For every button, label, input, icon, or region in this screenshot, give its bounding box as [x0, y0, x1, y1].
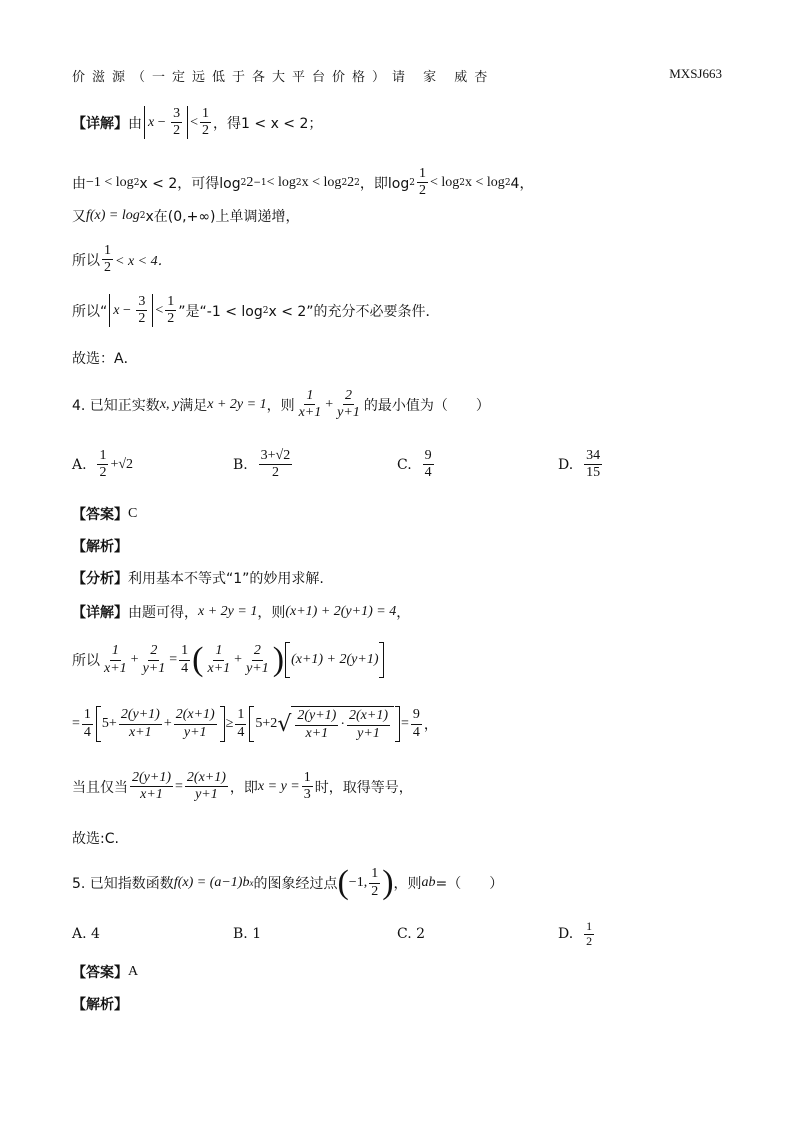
frac-num: 1 — [165, 294, 176, 311]
fraction — [411, 707, 422, 740]
frac-num: 2(x+1) — [347, 708, 390, 725]
option-text: C. 2 — [397, 926, 426, 942]
q4-answer — [72, 504, 732, 524]
frac-den: 2 — [99, 465, 107, 481]
text: x < 2”的充分不必要条件． — [268, 303, 440, 320]
frac-den: y+1 — [246, 660, 269, 676]
frac-num: 1 — [302, 770, 313, 787]
frac-num: 2(x+1) — [174, 707, 217, 724]
analysis-tag: 【解析】 — [72, 997, 128, 1013]
text: x < log — [465, 174, 505, 190]
q3-range-line — [72, 243, 732, 276]
fraction — [130, 770, 173, 803]
option-label: D. — [558, 926, 574, 943]
math: f(x) = log — [86, 208, 140, 223]
math: x, y — [159, 396, 180, 412]
frac-num: 1 — [102, 243, 113, 260]
math: 5+2 — [255, 716, 278, 731]
text: −1 < log — [86, 174, 134, 190]
text: 2 — [246, 174, 254, 190]
frac-den: 4 — [181, 660, 189, 676]
subscript: 2 — [504, 177, 511, 188]
text: ”是“-1 < log — [178, 303, 263, 320]
text: 所以“ — [72, 303, 108, 320]
q3-log-line — [72, 166, 732, 199]
frac-den: 4 — [424, 465, 432, 481]
math: 5+ — [101, 716, 117, 731]
frac-num: 1 — [369, 866, 380, 883]
frac-den: 2 — [167, 311, 175, 327]
text: 的图象经过点 — [253, 876, 338, 892]
q5-option-d[interactable] — [558, 920, 596, 949]
frac-den: 2 — [173, 123, 181, 139]
frac-den: 4 — [237, 724, 245, 740]
q4-choice — [72, 828, 732, 848]
fraction — [423, 448, 434, 481]
text: 4. 已知正实数 — [72, 397, 160, 414]
fraction — [302, 770, 313, 803]
fraction — [205, 643, 232, 676]
lt-sign: < — [190, 114, 199, 130]
text: 故选:C. — [72, 831, 119, 847]
frac-den: 2 — [202, 123, 210, 139]
frac-den: x+1 — [140, 787, 163, 803]
text: 满足 — [179, 397, 208, 414]
frac-den: 4 — [83, 724, 91, 740]
frac-num: 2(y+1) — [130, 770, 173, 787]
frac-num: 2(x+1) — [185, 770, 228, 787]
fraction — [174, 707, 217, 740]
fraction — [259, 448, 293, 481]
subscript: 2 — [133, 177, 140, 188]
equals: = — [401, 716, 409, 731]
text: x < 2，可得log — [139, 175, 241, 192]
text: ， — [423, 717, 438, 733]
lt-sign: < — [155, 302, 164, 318]
q5-stem: 5. 已知指数函数 f(x) = (a−1)b x 的图象经过点 ( −1, $\frac{1}{2}$ ) ，则 ab =（ ） — [72, 864, 504, 901]
option-text: B. 1 — [233, 926, 262, 942]
frac-num: 1 — [417, 166, 428, 183]
option-label: B. — [233, 456, 248, 473]
text: 故选：A． — [72, 351, 138, 367]
q4-step1: 所以 $\frac{1}{x+1}$ + $\frac{2}{y+1}$ = $\frac{1}{4}$ ( $\frac{1}{x+1}$ + $\frac{2}{y+1}$ ) (x+1) + 2(y+1) — [72, 642, 732, 678]
fraction — [347, 708, 390, 741]
q4-analysis-tag — [72, 536, 732, 556]
text: 利用基本不等式“1”的妙用求解. — [128, 571, 324, 587]
fraction — [141, 643, 168, 676]
subscript: 2 — [139, 211, 146, 221]
dot: · — [340, 717, 346, 732]
frac-den: x+1 — [298, 405, 322, 421]
text: 由 — [72, 175, 86, 192]
q3-monotonic-line — [72, 206, 732, 226]
fraction — [584, 920, 594, 949]
ge-sign: ≥ — [225, 716, 234, 731]
frac-den: 2 — [138, 311, 146, 327]
option-label: C. — [397, 456, 412, 473]
text: ， — [396, 605, 411, 621]
subscript: 2 — [295, 177, 302, 188]
equals: = — [169, 652, 178, 667]
frac-num: 1 — [97, 448, 108, 465]
frac-num: 2 — [148, 643, 159, 660]
q4-option-d[interactable] — [558, 448, 604, 481]
fraction — [417, 166, 428, 199]
fraction — [136, 294, 147, 327]
frac-den: 15 — [586, 465, 601, 481]
page-header — [72, 66, 722, 85]
frac-den: 3 — [303, 787, 311, 803]
frac-num: 1 — [179, 643, 190, 660]
frac-den: y+1 — [195, 787, 218, 803]
var-x: x — [148, 114, 155, 130]
fraction — [165, 294, 176, 327]
frac-den: 2 — [418, 183, 426, 199]
frac-den: 2 — [271, 465, 279, 481]
header-watermark-text: 价滋源（一定远低于各大平台价格）请 家 威杏 — [72, 70, 495, 85]
frac-den: x+1 — [104, 660, 127, 676]
text: ，即log — [359, 175, 410, 192]
frac-num: 9 — [411, 707, 422, 724]
subscript: 2 — [341, 177, 348, 188]
frac-num: 3 — [171, 106, 182, 123]
subscript: 2 — [240, 177, 247, 188]
math: ab — [421, 875, 436, 890]
option-text: A. 4 — [72, 926, 100, 942]
q4-option-a[interactable] — [72, 448, 133, 481]
text: 所以 — [72, 653, 100, 669]
frac-den: y+1 — [357, 725, 380, 741]
text: ，则 — [266, 397, 295, 414]
frac-den: x+1 — [128, 724, 152, 740]
fraction — [119, 707, 162, 740]
text: < log — [266, 174, 296, 190]
analysis-tag: 【解析】 — [72, 539, 128, 555]
frac-num: 1 — [213, 643, 224, 660]
frac-den: 2 — [371, 883, 379, 899]
frac-num: 2 — [343, 388, 354, 405]
fraction — [235, 707, 246, 740]
text: ，即 — [229, 779, 258, 796]
q4-step3 — [72, 770, 732, 803]
text: 时，取得等号， — [314, 779, 413, 796]
q4-option-b[interactable] — [233, 448, 294, 481]
frac-den: x+1 — [305, 725, 329, 741]
frac-num: 1 — [200, 106, 211, 123]
math: x + 2y = 1 — [207, 396, 267, 412]
subscript: 2 — [262, 305, 269, 316]
fraction — [102, 243, 113, 276]
equals: = — [72, 716, 80, 731]
frac-num: 2 — [252, 643, 263, 660]
text: ，则 — [393, 876, 422, 892]
frac-den: x+1 — [207, 660, 231, 676]
detail-tag: 【详解】 — [72, 605, 128, 621]
text: 5. 已知指数函数 — [72, 876, 174, 892]
fraction — [82, 707, 93, 740]
superscript: −1 — [253, 177, 267, 188]
text: 当且仅当 — [72, 779, 128, 796]
q5-option-a[interactable] — [72, 926, 100, 942]
subscript: 2 — [409, 177, 415, 188]
frac-num: 3 — [136, 294, 147, 311]
text: 4， — [510, 175, 534, 192]
fraction — [200, 106, 211, 139]
text: =（ ） — [435, 876, 504, 892]
math: (x+1) + 2(y+1) — [291, 652, 379, 667]
option-label: D. — [558, 456, 574, 473]
math: x = y = — [257, 778, 300, 794]
frac-num: 1 — [304, 388, 315, 405]
fenxi-tag: 【分析】 — [72, 571, 128, 587]
var-x: x — [113, 302, 120, 318]
q4-option-c[interactable] — [397, 448, 436, 481]
text: 又 — [72, 209, 86, 225]
frac-den: 4 — [412, 724, 420, 740]
sqrt: √ $\frac{2(y+1)}{x+1}$ · $\frac{2(x+1)}{y+1}$ — [277, 706, 394, 741]
option-label: A. — [72, 456, 87, 473]
q5-answer — [72, 962, 732, 982]
detail-tag: 【详解】 — [72, 115, 128, 132]
text: x在(0,+∞)上单调递增， — [145, 209, 300, 225]
frac-num: 34 — [584, 448, 602, 465]
frac-den: 2 — [104, 260, 111, 276]
frac-num: 1 — [235, 707, 246, 724]
math: x + 2y = 1 — [198, 604, 258, 619]
frac-num: 3+√2 — [259, 448, 293, 465]
text: ，则 — [257, 605, 286, 621]
header-code: MXSJ663 — [669, 66, 722, 81]
math: (x+1) + 2(y+1) = 4 — [285, 604, 397, 619]
frac-num: 2(y+1) — [119, 707, 162, 724]
q4-fenxi — [72, 568, 732, 588]
math: +√2 — [110, 456, 134, 472]
text: ，得1 < x < 2； — [213, 115, 323, 132]
fraction — [369, 866, 380, 899]
frac-den: y+1 — [337, 405, 360, 421]
frac-num: 1 — [110, 643, 121, 660]
fraction — [179, 643, 190, 676]
q3-conclusion-line — [72, 294, 732, 327]
equals: = — [175, 778, 183, 794]
frac-num: 1 — [82, 707, 93, 724]
answer-tag: 【答案】 — [72, 507, 128, 523]
math: −1, — [348, 875, 368, 890]
answer-value: C — [128, 506, 138, 521]
subscript: 2 — [459, 177, 466, 188]
frac-num: 1 — [586, 919, 593, 933]
text: 所以 — [72, 252, 100, 269]
q4-step2 — [72, 706, 732, 742]
fraction — [244, 643, 271, 676]
abs-expression: x − $\frac{3}{2}$ — [144, 106, 188, 139]
fraction — [185, 770, 228, 803]
answer-value: A — [128, 964, 139, 979]
frac-den: y+1 — [142, 660, 166, 676]
q5-option-c[interactable] — [397, 926, 425, 942]
fraction — [584, 448, 602, 481]
fraction — [97, 448, 108, 481]
text: 由 — [128, 115, 142, 132]
fraction — [171, 106, 182, 139]
frac-num: 9 — [423, 448, 434, 465]
frac-num: 2(y+1) — [295, 708, 338, 725]
fraction — [102, 643, 129, 676]
frac-den: y+1 — [183, 724, 207, 740]
q3-choice-line — [72, 348, 732, 368]
q5-analysis-tag — [72, 994, 732, 1014]
text: 由题可得， — [128, 605, 198, 621]
fraction — [295, 708, 338, 741]
q3-detail-line — [72, 106, 732, 139]
superscript: x — [249, 878, 254, 888]
fraction — [297, 388, 324, 421]
text: 的最小值为（ ） — [363, 397, 490, 414]
text: x < log — [301, 174, 342, 190]
fraction — [335, 388, 362, 421]
text: < log — [429, 174, 460, 190]
frac-den: 2 — [586, 933, 593, 948]
abs-expression: x − $\frac{3}{2}$ — [109, 294, 153, 327]
superscript: 2 — [354, 177, 360, 188]
q4-stem: 4. 已知正实数 x, y 满足 x + 2y = 1 ，则 $\frac{1}{x+1}$ + $\frac{2}{y+1}$ 的最小值为（ ） — [72, 388, 490, 421]
math: < x < 4． — [115, 253, 172, 269]
math: f(x) = (a−1)b — [173, 875, 250, 890]
plus: + — [163, 716, 172, 731]
q4-detail — [72, 602, 732, 622]
answer-tag: 【答案】 — [72, 965, 128, 981]
text: 2 — [347, 174, 355, 190]
q5-option-b[interactable] — [233, 926, 261, 942]
